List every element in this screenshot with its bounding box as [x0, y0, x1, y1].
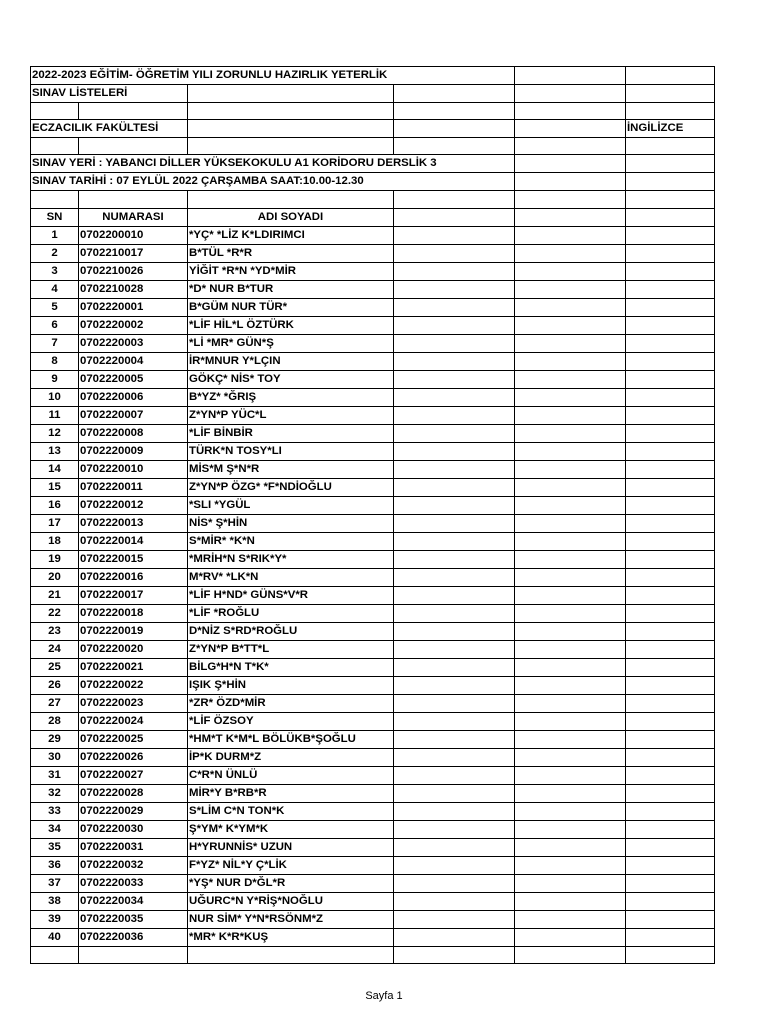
student-name: GÖKÇ* NİS* TOY	[188, 370, 394, 388]
student-number: 0702220002	[79, 316, 188, 334]
table-row	[31, 622, 715, 640]
student-number: 0702210028	[79, 280, 188, 298]
table-row	[31, 370, 715, 388]
student-name: *LİF BİNBİR	[188, 424, 394, 442]
table-row	[31, 784, 715, 802]
student-number: 0702220016	[79, 568, 188, 586]
header-row-title-2	[31, 85, 715, 103]
student-name: NUR SİM* Y*N*RSÖNM*Z	[188, 910, 394, 928]
student-sn: 14	[31, 460, 79, 478]
table-row	[31, 766, 715, 784]
table-row	[31, 478, 715, 496]
student-number: 0702220006	[79, 388, 188, 406]
student-number: 0702220011	[79, 478, 188, 496]
student-sn: 40	[31, 928, 79, 946]
student-number: 0702220010	[79, 460, 188, 478]
student-name: *MR* K*R*KUŞ	[188, 928, 394, 946]
student-number: 0702220014	[79, 532, 188, 550]
student-name: YİĞİT *R*N *YD*MİR	[188, 262, 394, 280]
student-sn: 33	[31, 802, 79, 820]
student-number: 0702220024	[79, 712, 188, 730]
student-sn: 2	[31, 244, 79, 262]
student-sn: 21	[31, 586, 79, 604]
student-sn: 23	[31, 622, 79, 640]
student-number: 0702220008	[79, 424, 188, 442]
student-number: 0702220034	[79, 892, 188, 910]
student-sn: 37	[31, 874, 79, 892]
student-list-sheet	[30, 66, 715, 964]
student-number: 0702220033	[79, 874, 188, 892]
table-row	[31, 658, 715, 676]
table-row	[31, 820, 715, 838]
student-number: 0702210026	[79, 262, 188, 280]
student-name: BİLG*H*N T*K*	[188, 658, 394, 676]
student-name: Z*YN*P YÜC*L	[188, 406, 394, 424]
student-name: B*YZ* *ĞRIŞ	[188, 388, 394, 406]
student-number: 0702220009	[79, 442, 188, 460]
student-name: S*LİM C*N TON*K	[188, 802, 394, 820]
student-name: *HM*T K*M*L BÖLÜKB*ŞOĞLU	[188, 730, 394, 748]
table-row	[31, 586, 715, 604]
student-sn: 24	[31, 640, 79, 658]
student-number: 0702220017	[79, 586, 188, 604]
student-number: 0702220018	[79, 604, 188, 622]
table-row	[31, 262, 715, 280]
student-number: 0702220003	[79, 334, 188, 352]
language-label: İNGİLİZCE	[626, 120, 715, 138]
blank-row	[31, 103, 715, 120]
student-number: 0702220022	[79, 676, 188, 694]
student-name: *YŞ* NUR D*ĞL*R	[188, 874, 394, 892]
table-row	[31, 280, 715, 298]
table-row	[31, 910, 715, 928]
student-sn: 6	[31, 316, 79, 334]
blank-row	[31, 191, 715, 208]
header-row-exam-place	[31, 155, 715, 173]
student-name: *LİF ÖZSOY	[188, 712, 394, 730]
blank-row	[31, 946, 715, 963]
student-sn: 9	[31, 370, 79, 388]
column-header-name: ADI SOYADI	[188, 208, 394, 226]
student-number: 0702220035	[79, 910, 188, 928]
student-sn: 13	[31, 442, 79, 460]
student-sn: 18	[31, 532, 79, 550]
student-number: 0702220007	[79, 406, 188, 424]
header-row-exam-date	[31, 173, 715, 191]
faculty-name: ECZACILIK FAKÜLTESİ	[31, 120, 188, 138]
table-row	[31, 928, 715, 946]
student-number: 0702220012	[79, 496, 188, 514]
student-sn: 25	[31, 658, 79, 676]
student-sn: 20	[31, 568, 79, 586]
student-number: 0702220013	[79, 514, 188, 532]
student-name: *MRİH*N S*RIK*Y*	[188, 550, 394, 568]
student-name: *SLI *YGÜL	[188, 496, 394, 514]
student-name: UĞURC*N Y*RİŞ*NOĞLU	[188, 892, 394, 910]
table-row	[31, 298, 715, 316]
table-row	[31, 694, 715, 712]
student-name: *LİF HİL*L ÖZTÜRK	[188, 316, 394, 334]
header-row-title-1	[31, 67, 715, 85]
table-row	[31, 856, 715, 874]
student-number: 0702220004	[79, 352, 188, 370]
student-name: M*RV* *LK*N	[188, 568, 394, 586]
student-number: 0702220020	[79, 640, 188, 658]
student-sn: 15	[31, 478, 79, 496]
student-number: 0702220036	[79, 928, 188, 946]
table-row	[31, 316, 715, 334]
title-line-2: SINAV LİSTELERİ	[31, 85, 188, 103]
column-header-sn: SN	[31, 208, 79, 226]
student-number: 0702220025	[79, 730, 188, 748]
table-row	[31, 532, 715, 550]
student-sn: 19	[31, 550, 79, 568]
student-name: *Lİ *MR* GÜN*Ş	[188, 334, 394, 352]
student-number: 0702220027	[79, 766, 188, 784]
student-sn: 35	[31, 838, 79, 856]
student-sn: 4	[31, 280, 79, 298]
student-sn: 1	[31, 226, 79, 244]
student-name: MİR*Y B*RB*R	[188, 784, 394, 802]
table-row	[31, 244, 715, 262]
student-sn: 11	[31, 406, 79, 424]
table-row	[31, 712, 715, 730]
student-number: 0702200010	[79, 226, 188, 244]
student-sn: 39	[31, 910, 79, 928]
student-name: NİS* Ş*HİN	[188, 514, 394, 532]
student-name: *D* NUR B*TUR	[188, 280, 394, 298]
student-name: Z*YN*P ÖZG* *F*NDİOĞLU	[188, 478, 394, 496]
table-row	[31, 406, 715, 424]
student-name: *LİF *ROĞLU	[188, 604, 394, 622]
table-row	[31, 838, 715, 856]
table-row	[31, 442, 715, 460]
student-name: IŞIK Ş*HİN	[188, 676, 394, 694]
student-name: *ZR* ÖZD*MİR	[188, 694, 394, 712]
page-footer: Sayfa 1	[365, 990, 403, 1002]
table-row	[31, 874, 715, 892]
table-row	[31, 604, 715, 622]
table-row	[31, 496, 715, 514]
student-number: 0702220005	[79, 370, 188, 388]
student-sn: 7	[31, 334, 79, 352]
header-row-faculty	[31, 120, 715, 138]
student-name: İR*MNUR Y*LÇIN	[188, 352, 394, 370]
student-name: B*TÜL *R*R	[188, 244, 394, 262]
table-row	[31, 550, 715, 568]
student-number: 0702220028	[79, 784, 188, 802]
student-sn: 34	[31, 820, 79, 838]
student-sn: 10	[31, 388, 79, 406]
student-name: Z*YN*P B*TT*L	[188, 640, 394, 658]
student-number: 0702220015	[79, 550, 188, 568]
student-number: 0702220030	[79, 820, 188, 838]
student-sn: 16	[31, 496, 79, 514]
table-row	[31, 730, 715, 748]
column-header-row	[31, 208, 715, 226]
table-row	[31, 424, 715, 442]
table-row	[31, 892, 715, 910]
table-row	[31, 352, 715, 370]
student-name: B*GÜM NUR TÜR*	[188, 298, 394, 316]
table-row	[31, 226, 715, 244]
table-row	[31, 802, 715, 820]
blank-row	[31, 138, 715, 155]
student-name: H*YRUNNİS* UZUN	[188, 838, 394, 856]
student-name: F*YZ* NİL*Y Ç*LİK	[188, 856, 394, 874]
student-name: *YÇ* *LİZ K*LDIRIMCI	[188, 226, 394, 244]
student-sn: 8	[31, 352, 79, 370]
table-row	[31, 568, 715, 586]
student-number: 0702220001	[79, 298, 188, 316]
student-number: 0702220019	[79, 622, 188, 640]
student-name: S*MİR* *K*N	[188, 532, 394, 550]
student-number: 0702220026	[79, 748, 188, 766]
student-number: 0702210017	[79, 244, 188, 262]
student-name: TÜRK*N TOSY*LI	[188, 442, 394, 460]
exam-date: SINAV TARİHİ : 07 EYLÜL 2022 ÇARŞAMBA SAAT:10.00-12.30	[31, 173, 515, 191]
student-name: MİS*M Ş*N*R	[188, 460, 394, 478]
student-sn: 17	[31, 514, 79, 532]
student-name: D*NİZ S*RD*ROĞLU	[188, 622, 394, 640]
student-sn: 5	[31, 298, 79, 316]
table-row	[31, 460, 715, 478]
student-sn: 3	[31, 262, 79, 280]
student-number: 0702220029	[79, 802, 188, 820]
table-row	[31, 514, 715, 532]
student-name: İP*K DURM*Z	[188, 748, 394, 766]
table-row	[31, 748, 715, 766]
student-sn: 36	[31, 856, 79, 874]
column-header-number: NUMARASI	[79, 208, 188, 226]
student-name: *LİF H*ND* GÜNS*V*R	[188, 586, 394, 604]
title-line-1: 2022-2023 EĞİTİM- ÖĞRETİM YILI ZORUNLU HAZIRLIK YETERLİK	[31, 67, 515, 85]
student-number: 0702220031	[79, 838, 188, 856]
student-sn: 27	[31, 694, 79, 712]
table-row	[31, 676, 715, 694]
student-number: 0702220032	[79, 856, 188, 874]
student-name: C*R*N ÜNLÜ	[188, 766, 394, 784]
student-sn: 31	[31, 766, 79, 784]
student-name: Ş*YM* K*YM*K	[188, 820, 394, 838]
student-sn: 22	[31, 604, 79, 622]
student-sn: 12	[31, 424, 79, 442]
student-sn: 28	[31, 712, 79, 730]
student-sn: 26	[31, 676, 79, 694]
student-sn: 30	[31, 748, 79, 766]
student-number: 0702220021	[79, 658, 188, 676]
student-sn: 32	[31, 784, 79, 802]
table-row	[31, 640, 715, 658]
table-row	[31, 388, 715, 406]
student-sn: 38	[31, 892, 79, 910]
student-number: 0702220023	[79, 694, 188, 712]
student-sn: 29	[31, 730, 79, 748]
exam-place: SINAV YERİ : YABANCI DİLLER YÜKSEKOKULU A1 KORİDORU DERSLİK 3	[31, 155, 515, 173]
table-row	[31, 334, 715, 352]
